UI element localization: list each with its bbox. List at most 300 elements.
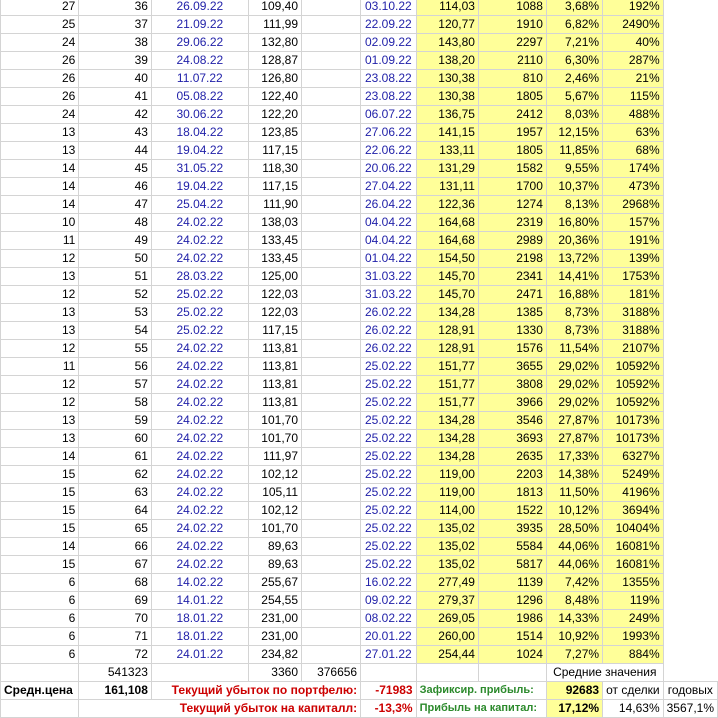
blank-cell[interactable] — [302, 466, 361, 484]
deal-no-cell[interactable]: 52 — [79, 286, 152, 304]
deal-no-cell[interactable]: 40 — [79, 70, 152, 88]
qty-cell[interactable]: 12 — [1, 250, 79, 268]
buy-date-cell[interactable]: 24.02.22 — [151, 250, 248, 268]
total-col4[interactable]: 3360 — [248, 664, 301, 682]
deal-no-cell[interactable]: 60 — [79, 430, 152, 448]
profit-cell[interactable]: 1805 — [478, 88, 546, 106]
blank-cell[interactable] — [302, 16, 361, 34]
annual-pct-cell[interactable]: 287% — [603, 52, 664, 70]
profit-cell[interactable]: 1139 — [478, 574, 546, 592]
profit-pct-cell[interactable]: 3,68% — [546, 0, 602, 16]
sell-price-cell[interactable]: 131,29 — [416, 160, 478, 178]
buy-date-cell[interactable]: 25.04.22 — [151, 196, 248, 214]
total-col2[interactable]: 541323 — [79, 664, 152, 682]
avg-annual[interactable]: 3567,1% — [663, 700, 717, 718]
profit-pct-cell[interactable]: 27,87% — [546, 412, 602, 430]
buy-date-cell[interactable]: 24.02.22 — [151, 430, 248, 448]
profit-pct-cell[interactable]: 17,33% — [546, 448, 602, 466]
fixed-profit-value[interactable]: 92683 — [546, 682, 602, 700]
buy-price-cell[interactable]: 122,03 — [248, 286, 301, 304]
portfolio-loss-label[interactable]: Текущий убыток по портфелю: — [151, 682, 360, 700]
buy-price-cell[interactable]: 133,45 — [248, 250, 301, 268]
deal-no-cell[interactable]: 71 — [79, 628, 152, 646]
buy-date-cell[interactable]: 05.08.22 — [151, 88, 248, 106]
profit-pct-cell[interactable]: 14,38% — [546, 466, 602, 484]
buy-price-cell[interactable]: 231,00 — [248, 628, 301, 646]
qty-cell[interactable]: 26 — [1, 52, 79, 70]
buy-date-cell[interactable]: 24.02.22 — [151, 502, 248, 520]
deal-no-cell[interactable]: 70 — [79, 610, 152, 628]
profit-cell[interactable]: 2341 — [478, 268, 546, 286]
qty-cell[interactable]: 6 — [1, 646, 79, 664]
buy-price-cell[interactable]: 117,15 — [248, 178, 301, 196]
deal-no-cell[interactable]: 37 — [79, 16, 152, 34]
blank-cell[interactable] — [302, 574, 361, 592]
per-deal-label[interactable]: от сделки — [603, 682, 664, 700]
sell-date-cell[interactable]: 04.04.22 — [361, 214, 416, 232]
annual-pct-cell[interactable]: 191% — [603, 232, 664, 250]
annual-pct-cell[interactable]: 10592% — [603, 376, 664, 394]
blank-cell[interactable] — [302, 70, 361, 88]
profit-pct-cell[interactable]: 14,41% — [546, 268, 602, 286]
annual-pct-cell[interactable]: 63% — [603, 124, 664, 142]
deal-no-cell[interactable]: 36 — [79, 0, 152, 16]
sell-price-cell[interactable]: 277,49 — [416, 574, 478, 592]
buy-date-cell[interactable]: 24.02.22 — [151, 340, 248, 358]
blank-cell[interactable] — [302, 358, 361, 376]
profit-pct-cell[interactable]: 11,54% — [546, 340, 602, 358]
blank-cell[interactable] — [302, 592, 361, 610]
profit-pct-cell[interactable]: 29,02% — [546, 376, 602, 394]
profit-pct-cell[interactable]: 10,92% — [546, 628, 602, 646]
blank-cell[interactable] — [302, 250, 361, 268]
sell-price-cell[interactable]: 135,02 — [416, 538, 478, 556]
blank-cell[interactable] — [302, 394, 361, 412]
deal-no-cell[interactable]: 69 — [79, 592, 152, 610]
sell-date-cell[interactable]: 25.02.22 — [361, 358, 416, 376]
qty-cell[interactable]: 26 — [1, 70, 79, 88]
qty-cell[interactable]: 13 — [1, 124, 79, 142]
sell-date-cell[interactable]: 25.02.22 — [361, 412, 416, 430]
sell-date-cell[interactable]: 06.07.22 — [361, 106, 416, 124]
annual-pct-cell[interactable]: 249% — [603, 610, 664, 628]
sell-date-cell[interactable]: 27.06.22 — [361, 124, 416, 142]
sell-price-cell[interactable]: 114,00 — [416, 502, 478, 520]
deal-no-cell[interactable]: 41 — [79, 88, 152, 106]
deal-no-cell[interactable]: 67 — [79, 556, 152, 574]
buy-price-cell[interactable]: 109,40 — [248, 0, 301, 16]
sell-date-cell[interactable]: 31.03.22 — [361, 268, 416, 286]
buy-price-cell[interactable]: 118,30 — [248, 160, 301, 178]
buy-price-cell[interactable]: 128,87 — [248, 52, 301, 70]
annual-pct-cell[interactable]: 115% — [603, 88, 664, 106]
profit-pct-cell[interactable]: 8,13% — [546, 196, 602, 214]
profit-cell[interactable]: 1385 — [478, 304, 546, 322]
sell-price-cell[interactable]: 143,80 — [416, 34, 478, 52]
profit-pct-cell[interactable]: 7,27% — [546, 646, 602, 664]
annual-pct-cell[interactable]: 192% — [603, 0, 664, 16]
profit-cell[interactable]: 3808 — [478, 376, 546, 394]
buy-date-cell[interactable]: 21.09.22 — [151, 16, 248, 34]
annual-pct-cell[interactable]: 3188% — [603, 304, 664, 322]
annual-pct-cell[interactable]: 6327% — [603, 448, 664, 466]
qty-cell[interactable]: 25 — [1, 16, 79, 34]
deal-no-cell[interactable]: 62 — [79, 466, 152, 484]
sell-date-cell[interactable]: 22.06.22 — [361, 142, 416, 160]
sell-price-cell[interactable]: 134,28 — [416, 448, 478, 466]
sell-price-cell[interactable]: 145,70 — [416, 286, 478, 304]
profit-cell[interactable]: 2319 — [478, 214, 546, 232]
avg-price-value[interactable]: 161,108 — [79, 682, 152, 700]
annual-pct-cell[interactable]: 10404% — [603, 520, 664, 538]
sell-date-cell[interactable]: 31.03.22 — [361, 286, 416, 304]
buy-date-cell[interactable]: 24.02.22 — [151, 538, 248, 556]
blank-cell[interactable] — [302, 304, 361, 322]
sell-price-cell[interactable]: 138,20 — [416, 52, 478, 70]
profit-cell[interactable]: 1910 — [478, 16, 546, 34]
buy-date-cell[interactable]: 24.02.22 — [151, 520, 248, 538]
buy-date-cell[interactable]: 24.01.22 — [151, 646, 248, 664]
sell-date-cell[interactable]: 25.02.22 — [361, 556, 416, 574]
qty-cell[interactable]: 6 — [1, 592, 79, 610]
annual-label[interactable]: годовых — [663, 682, 717, 700]
profit-cell[interactable]: 2635 — [478, 448, 546, 466]
sell-date-cell[interactable]: 04.04.22 — [361, 232, 416, 250]
blank-cell[interactable] — [302, 0, 361, 16]
buy-date-cell[interactable]: 24.02.22 — [151, 376, 248, 394]
buy-date-cell[interactable]: 31.05.22 — [151, 160, 248, 178]
deal-no-cell[interactable]: 66 — [79, 538, 152, 556]
sell-date-cell[interactable]: 25.02.22 — [361, 484, 416, 502]
annual-pct-cell[interactable]: 2490% — [603, 16, 664, 34]
annual-pct-cell[interactable]: 10592% — [603, 394, 664, 412]
sell-date-cell[interactable]: 27.01.22 — [361, 646, 416, 664]
deal-no-cell[interactable]: 43 — [79, 124, 152, 142]
profit-pct-cell[interactable]: 7,42% — [546, 574, 602, 592]
sell-date-cell[interactable]: 26.02.22 — [361, 322, 416, 340]
deal-no-cell[interactable]: 68 — [79, 574, 152, 592]
qty-cell[interactable]: 11 — [1, 358, 79, 376]
sell-date-cell[interactable]: 25.02.22 — [361, 502, 416, 520]
profit-pct-cell[interactable]: 14,33% — [546, 610, 602, 628]
annual-pct-cell[interactable]: 3188% — [603, 322, 664, 340]
buy-date-cell[interactable]: 24.02.22 — [151, 484, 248, 502]
qty-cell[interactable]: 15 — [1, 484, 79, 502]
sell-price-cell[interactable]: 119,00 — [416, 466, 478, 484]
annual-pct-cell[interactable]: 157% — [603, 214, 664, 232]
profit-cell[interactable]: 1986 — [478, 610, 546, 628]
buy-date-cell[interactable]: 24.02.22 — [151, 556, 248, 574]
sell-date-cell[interactable]: 16.02.22 — [361, 574, 416, 592]
buy-price-cell[interactable]: 126,80 — [248, 70, 301, 88]
sell-price-cell[interactable]: 164,68 — [416, 232, 478, 250]
sell-price-cell[interactable]: 134,28 — [416, 430, 478, 448]
annual-pct-cell[interactable]: 16081% — [603, 538, 664, 556]
buy-date-cell[interactable]: 18.01.22 — [151, 610, 248, 628]
buy-date-cell[interactable]: 28.03.22 — [151, 268, 248, 286]
avg-per-deal[interactable]: 14,63% — [603, 700, 664, 718]
qty-cell[interactable]: 26 — [1, 88, 79, 106]
avg-price-label[interactable]: Средн.цена — [1, 682, 79, 700]
blank-cell[interactable] — [302, 268, 361, 286]
buy-date-cell[interactable]: 24.08.22 — [151, 52, 248, 70]
blank-cell[interactable] — [302, 646, 361, 664]
buy-price-cell[interactable]: 117,15 — [248, 322, 301, 340]
sell-date-cell[interactable]: 25.02.22 — [361, 376, 416, 394]
qty-cell[interactable]: 12 — [1, 394, 79, 412]
deal-no-cell[interactable]: 57 — [79, 376, 152, 394]
sell-date-cell[interactable]: 25.02.22 — [361, 394, 416, 412]
annual-pct-cell[interactable]: 2968% — [603, 196, 664, 214]
buy-price-cell[interactable]: 122,03 — [248, 304, 301, 322]
qty-cell[interactable]: 14 — [1, 538, 79, 556]
deal-no-cell[interactable]: 65 — [79, 520, 152, 538]
sell-date-cell[interactable]: 25.02.22 — [361, 430, 416, 448]
sell-date-cell[interactable]: 23.08.22 — [361, 88, 416, 106]
annual-pct-cell[interactable]: 139% — [603, 250, 664, 268]
blank-cell[interactable] — [302, 160, 361, 178]
buy-price-cell[interactable]: 122,20 — [248, 106, 301, 124]
qty-cell[interactable]: 27 — [1, 0, 79, 16]
buy-date-cell[interactable]: 18.04.22 — [151, 124, 248, 142]
sell-price-cell[interactable]: 151,77 — [416, 376, 478, 394]
blank-cell[interactable] — [302, 484, 361, 502]
annual-pct-cell[interactable]: 3694% — [603, 502, 664, 520]
blank-cell[interactable] — [302, 142, 361, 160]
blank-cell[interactable] — [302, 34, 361, 52]
deal-no-cell[interactable]: 48 — [79, 214, 152, 232]
deal-no-cell[interactable]: 39 — [79, 52, 152, 70]
profit-cell[interactable]: 1576 — [478, 340, 546, 358]
buy-price-cell[interactable]: 231,00 — [248, 610, 301, 628]
capital-loss-value[interactable]: -13,3% — [361, 700, 416, 718]
sell-date-cell[interactable]: 01.04.22 — [361, 250, 416, 268]
profit-cell[interactable]: 1805 — [478, 142, 546, 160]
sell-date-cell[interactable]: 01.09.22 — [361, 52, 416, 70]
profit-pct-cell[interactable]: 8,73% — [546, 322, 602, 340]
profit-cell[interactable]: 1582 — [478, 160, 546, 178]
sell-price-cell[interactable]: 133,11 — [416, 142, 478, 160]
capital-profit-label[interactable]: Прибыль на капитал: — [416, 700, 546, 718]
sell-price-cell[interactable]: 134,28 — [416, 412, 478, 430]
deal-no-cell[interactable]: 47 — [79, 196, 152, 214]
profit-pct-cell[interactable]: 11,50% — [546, 484, 602, 502]
annual-pct-cell[interactable]: 1993% — [603, 628, 664, 646]
sell-price-cell[interactable]: 254,44 — [416, 646, 478, 664]
profit-cell[interactable]: 1813 — [478, 484, 546, 502]
sell-price-cell[interactable]: 141,15 — [416, 124, 478, 142]
total-col5[interactable]: 376656 — [302, 664, 361, 682]
buy-price-cell[interactable]: 234,82 — [248, 646, 301, 664]
sell-price-cell[interactable]: 136,75 — [416, 106, 478, 124]
annual-pct-cell[interactable]: 2107% — [603, 340, 664, 358]
qty-cell[interactable]: 13 — [1, 322, 79, 340]
qty-cell[interactable]: 13 — [1, 268, 79, 286]
blank-cell[interactable] — [302, 196, 361, 214]
profit-pct-cell[interactable]: 5,67% — [546, 88, 602, 106]
profit-cell[interactable]: 2412 — [478, 106, 546, 124]
deal-no-cell[interactable]: 51 — [79, 268, 152, 286]
annual-pct-cell[interactable]: 68% — [603, 142, 664, 160]
sell-date-cell[interactable]: 26.04.22 — [361, 196, 416, 214]
deal-no-cell[interactable]: 49 — [79, 232, 152, 250]
profit-pct-cell[interactable]: 29,02% — [546, 358, 602, 376]
annual-pct-cell[interactable]: 174% — [603, 160, 664, 178]
annual-pct-cell[interactable]: 1355% — [603, 574, 664, 592]
buy-date-cell[interactable]: 25.02.22 — [151, 304, 248, 322]
annual-pct-cell[interactable]: 10173% — [603, 412, 664, 430]
buy-price-cell[interactable]: 102,12 — [248, 502, 301, 520]
sell-price-cell[interactable]: 130,38 — [416, 70, 478, 88]
buy-date-cell[interactable]: 24.02.22 — [151, 448, 248, 466]
fixed-profit-label[interactable]: Зафиксир. прибыль: — [416, 682, 546, 700]
blank-cell[interactable] — [302, 628, 361, 646]
profit-cell[interactable]: 1514 — [478, 628, 546, 646]
buy-date-cell[interactable]: 14.02.22 — [151, 574, 248, 592]
sell-date-cell[interactable]: 20.01.22 — [361, 628, 416, 646]
blank-cell[interactable] — [302, 340, 361, 358]
buy-price-cell[interactable]: 102,12 — [248, 466, 301, 484]
qty-cell[interactable]: 24 — [1, 106, 79, 124]
blank-cell[interactable] — [302, 52, 361, 70]
deal-no-cell[interactable]: 59 — [79, 412, 152, 430]
sell-price-cell[interactable]: 135,02 — [416, 556, 478, 574]
profit-cell[interactable]: 3693 — [478, 430, 546, 448]
buy-date-cell[interactable]: 24.02.22 — [151, 394, 248, 412]
blank-cell[interactable] — [302, 286, 361, 304]
qty-cell[interactable]: 6 — [1, 574, 79, 592]
buy-date-cell[interactable]: 25.02.22 — [151, 286, 248, 304]
buy-date-cell[interactable]: 24.02.22 — [151, 412, 248, 430]
buy-date-cell[interactable]: 29.06.22 — [151, 34, 248, 52]
buy-price-cell[interactable]: 113,81 — [248, 358, 301, 376]
profit-pct-cell[interactable]: 8,73% — [546, 304, 602, 322]
profit-pct-cell[interactable]: 20,36% — [546, 232, 602, 250]
profit-cell[interactable]: 810 — [478, 70, 546, 88]
blank-cell[interactable] — [302, 502, 361, 520]
sell-date-cell[interactable]: 26.02.22 — [361, 340, 416, 358]
sell-date-cell[interactable]: 03.10.22 — [361, 0, 416, 16]
qty-cell[interactable]: 10 — [1, 214, 79, 232]
deal-no-cell[interactable]: 44 — [79, 142, 152, 160]
buy-date-cell[interactable]: 30.06.22 — [151, 106, 248, 124]
buy-price-cell[interactable]: 101,70 — [248, 412, 301, 430]
buy-date-cell[interactable]: 24.02.22 — [151, 466, 248, 484]
deal-no-cell[interactable]: 56 — [79, 358, 152, 376]
profit-cell[interactable]: 2297 — [478, 34, 546, 52]
averages-heading[interactable]: Средние значения — [546, 664, 663, 682]
blank-cell[interactable] — [302, 88, 361, 106]
annual-pct-cell[interactable]: 1753% — [603, 268, 664, 286]
qty-cell[interactable]: 15 — [1, 502, 79, 520]
profit-pct-cell[interactable]: 10,37% — [546, 178, 602, 196]
sell-date-cell[interactable]: 09.02.22 — [361, 592, 416, 610]
blank-cell[interactable] — [302, 610, 361, 628]
sell-price-cell[interactable]: 134,28 — [416, 304, 478, 322]
profit-pct-cell[interactable]: 6,82% — [546, 16, 602, 34]
qty-cell[interactable]: 13 — [1, 304, 79, 322]
profit-cell[interactable]: 5817 — [478, 556, 546, 574]
profit-cell[interactable]: 1522 — [478, 502, 546, 520]
buy-date-cell[interactable]: 24.02.22 — [151, 214, 248, 232]
annual-pct-cell[interactable]: 10592% — [603, 358, 664, 376]
buy-price-cell[interactable]: 113,81 — [248, 340, 301, 358]
profit-pct-cell[interactable]: 2,46% — [546, 70, 602, 88]
buy-price-cell[interactable]: 138,03 — [248, 214, 301, 232]
sell-price-cell[interactable]: 164,68 — [416, 214, 478, 232]
capital-loss-label[interactable]: Текущий убыток на капиталл: — [79, 700, 361, 718]
sell-date-cell[interactable]: 22.09.22 — [361, 16, 416, 34]
qty-cell[interactable]: 13 — [1, 412, 79, 430]
sell-price-cell[interactable]: 151,77 — [416, 358, 478, 376]
qty-cell[interactable]: 14 — [1, 196, 79, 214]
deal-no-cell[interactable]: 58 — [79, 394, 152, 412]
buy-price-cell[interactable]: 105,11 — [248, 484, 301, 502]
buy-date-cell[interactable]: 25.02.22 — [151, 322, 248, 340]
blank-cell[interactable] — [302, 322, 361, 340]
annual-pct-cell[interactable]: 40% — [603, 34, 664, 52]
sell-price-cell[interactable]: 260,00 — [416, 628, 478, 646]
blank-cell[interactable] — [302, 124, 361, 142]
profit-cell[interactable]: 2203 — [478, 466, 546, 484]
buy-price-cell[interactable]: 101,70 — [248, 430, 301, 448]
profit-cell[interactable]: 1700 — [478, 178, 546, 196]
qty-cell[interactable]: 15 — [1, 520, 79, 538]
capital-profit-value[interactable]: 17,12% — [546, 700, 602, 718]
sell-price-cell[interactable]: 131,11 — [416, 178, 478, 196]
profit-pct-cell[interactable]: 27,87% — [546, 430, 602, 448]
profit-pct-cell[interactable]: 28,50% — [546, 520, 602, 538]
qty-cell[interactable]: 6 — [1, 628, 79, 646]
qty-cell[interactable]: 6 — [1, 610, 79, 628]
profit-pct-cell[interactable]: 10,12% — [546, 502, 602, 520]
annual-pct-cell[interactable]: 181% — [603, 286, 664, 304]
annual-pct-cell[interactable]: 10173% — [603, 430, 664, 448]
sell-price-cell[interactable]: 269,05 — [416, 610, 478, 628]
qty-cell[interactable]: 13 — [1, 430, 79, 448]
qty-cell[interactable]: 11 — [1, 232, 79, 250]
deal-no-cell[interactable]: 42 — [79, 106, 152, 124]
sell-date-cell[interactable]: 25.02.22 — [361, 520, 416, 538]
buy-price-cell[interactable]: 122,40 — [248, 88, 301, 106]
sell-price-cell[interactable]: 128,91 — [416, 322, 478, 340]
sell-price-cell[interactable]: 151,77 — [416, 394, 478, 412]
buy-date-cell[interactable]: 19.04.22 — [151, 178, 248, 196]
deal-no-cell[interactable]: 54 — [79, 322, 152, 340]
buy-price-cell[interactable]: 133,45 — [248, 232, 301, 250]
profit-cell[interactable]: 3935 — [478, 520, 546, 538]
sell-date-cell[interactable]: 08.02.22 — [361, 610, 416, 628]
buy-price-cell[interactable]: 132,80 — [248, 34, 301, 52]
buy-date-cell[interactable]: 18.01.22 — [151, 628, 248, 646]
profit-cell[interactable]: 1088 — [478, 0, 546, 16]
qty-cell[interactable]: 13 — [1, 142, 79, 160]
profit-pct-cell[interactable]: 13,72% — [546, 250, 602, 268]
profit-cell[interactable]: 2198 — [478, 250, 546, 268]
profit-pct-cell[interactable]: 44,06% — [546, 556, 602, 574]
deal-no-cell[interactable]: 61 — [79, 448, 152, 466]
sell-price-cell[interactable]: 145,70 — [416, 268, 478, 286]
buy-price-cell[interactable]: 101,70 — [248, 520, 301, 538]
profit-pct-cell[interactable]: 16,88% — [546, 286, 602, 304]
profit-pct-cell[interactable]: 11,85% — [546, 142, 602, 160]
annual-pct-cell[interactable]: 4196% — [603, 484, 664, 502]
sell-date-cell[interactable]: 25.02.22 — [361, 448, 416, 466]
sell-date-cell[interactable]: 23.08.22 — [361, 70, 416, 88]
qty-cell[interactable]: 14 — [1, 448, 79, 466]
qty-cell[interactable]: 12 — [1, 340, 79, 358]
blank-cell[interactable] — [302, 178, 361, 196]
